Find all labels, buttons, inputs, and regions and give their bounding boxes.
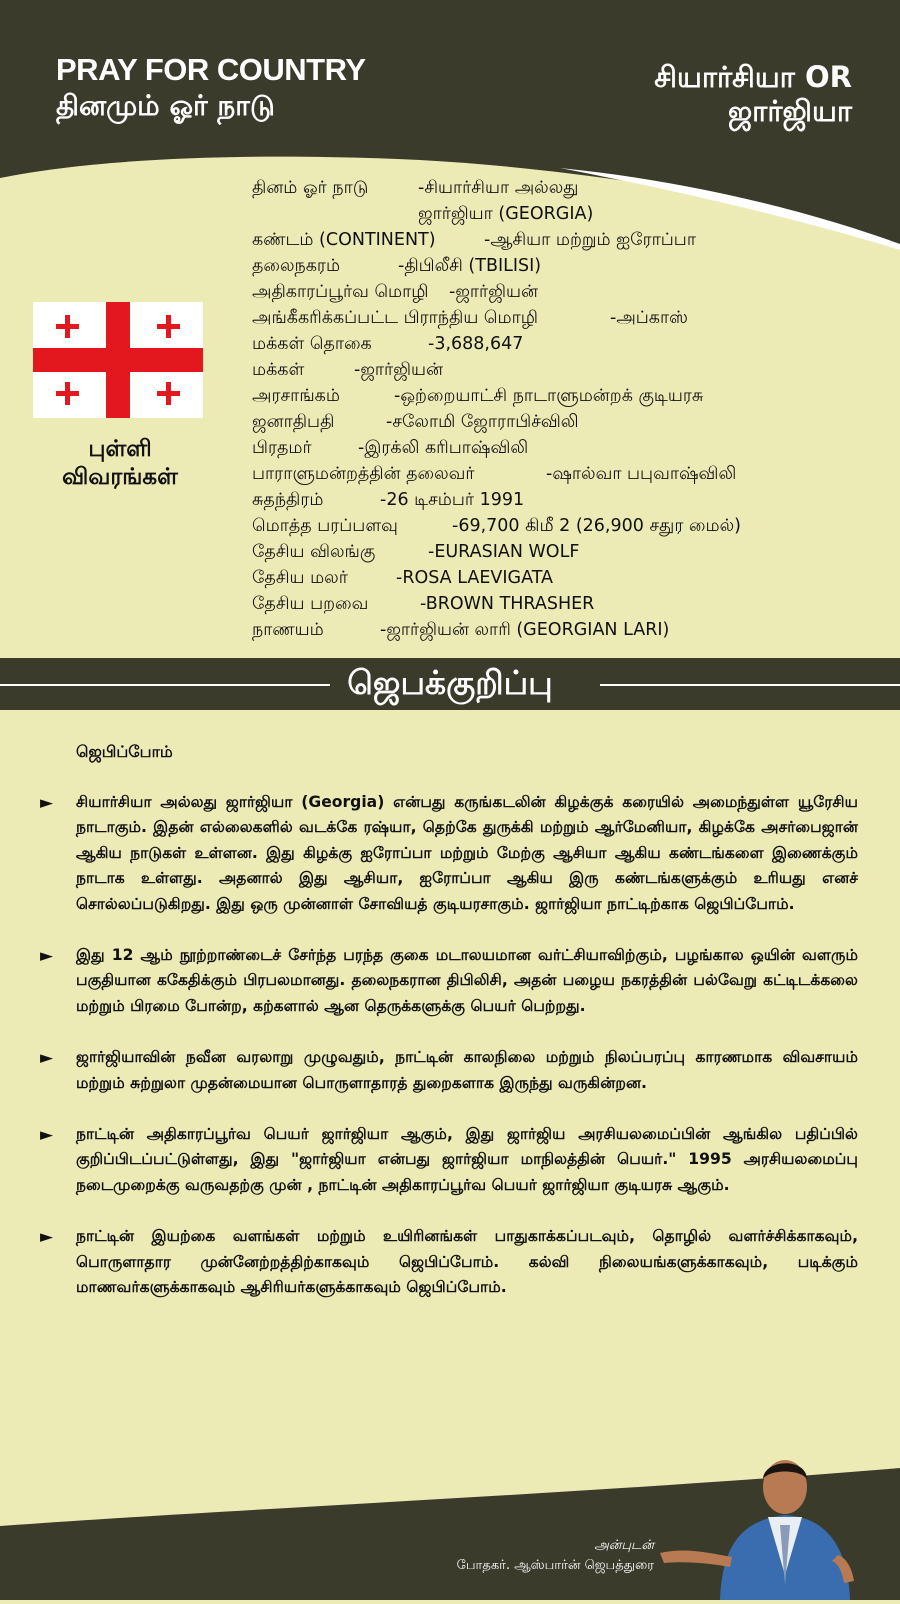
author-photo-icon [660,1435,900,1600]
prayer-point [40,1122,858,1198]
fact-value: -சியார்சியா அல்லது [418,178,579,198]
fact-label: நாணயம் [252,620,324,640]
prayer-point [40,1045,858,1096]
fact-row [252,253,882,279]
arrow-bullet-icon: ► [40,1048,54,1069]
header-title-en: PRAY FOR COUNTRY [56,52,366,87]
fact-row [252,227,882,253]
fact-row [252,357,882,383]
fact-label: அதிகாரப்பூர்வ மொழி [252,282,429,302]
country-name-block [654,60,852,128]
fact-value: -இரக்லி கரிபாஷ்விலி [358,438,529,458]
country-name-line1: சியார்சியா OR [654,60,852,94]
prayer-heading-band [0,658,900,710]
fact-value: -69,700 கிமீ 2 (26,900 சதுர மைல்) [452,516,741,536]
fact-value: -BROWN THRASHER [420,594,595,614]
fact-row [252,175,882,201]
fact-label: தினம் ஓர் நாடு [252,178,369,198]
facts-list [252,175,882,643]
fact-row [252,383,882,409]
fact-value: -ஆசியா மற்றும் ஐரோப்பா [484,230,696,250]
header-title-block [56,52,366,124]
fact-value: -ஒற்றையாட்சி நாடாளுமன்றக் குடியரசு [394,386,704,406]
fact-label: மக்கள் தொகை [252,334,372,354]
georgia-flag-icon [33,302,203,418]
fact-row [252,565,882,591]
prayer-point-text: நாட்டின் அதிகாரப்பூர்வ பெயர் ஜார்ஜியா ஆகும், இது ஜார்ஜிய அரசியலமைப்பின் ஆங்கில பதிப்பில் குறிப்பிடப்பட்டுள்ளது, இது "ஜார்ஜியா என்பது ஜார்ஜியா மாநிலத்தின் பெயர்." 1995 அரசியலமைப்பு நடைமுறைக்கு வருவதற்கு முன் , நாட்டின் அதிகாரப்பூர்வ பெயர் ஜார்ஜியா குடியரசு ஆகும். [76,1125,858,1194]
arrow-bullet-icon: ► [40,1227,54,1248]
fact-value: -ஜார்ஜியன் லாரி (GEORGIAN LARI) [380,620,670,640]
fact-label: அங்கீகரிக்கப்பட்ட பிராந்திய மொழி [252,308,538,328]
fact-label: பிரதமர் [252,438,312,458]
fact-value: ஜார்ஜியா (GEORGIA) [418,204,594,224]
signature-block [457,1536,654,1576]
fact-value: -ஜார்ஜியன் [449,282,538,302]
arrow-bullet-icon: ► [40,946,54,967]
author-name: போதகர். ஆஸ்பார்ன் ஜெபத்துரை [456,1558,654,1573]
fact-row [252,201,882,227]
fact-label: தேசிய விலங்கு [252,542,376,562]
fact-label: தலைநகரம் [252,256,341,276]
fact-row [252,331,882,357]
with-love-label: அன்புடன் [594,1538,654,1553]
prayer-point [40,943,858,1019]
fact-row [252,409,882,435]
arrow-bullet-icon: ► [40,1125,54,1146]
prayer-points [40,740,858,1327]
fact-label: கண்டம் (CONTINENT) [252,230,436,250]
fact-value: -ஷால்வா பபுவாஷ்விலி [546,464,737,484]
prayer-heading: ஜெபக்குறிப்பு [347,663,553,702]
fact-label: ஜனாதிபதி [252,412,335,432]
fact-value: -திபிலீசி (TBILISI) [398,256,542,276]
fact-label: பாராளுமன்றத்தின் தலைவர் [252,464,475,484]
prayer-point-text: சியார்சியா அல்லது ஜார்ஜியா (Georgia) என்பது கருங்கடலின் கிழக்குக் கரையில் அமைந்துள்ள யூரேசிய நாடாகும். இதன் எல்லைகளில் வடக்கே ரஷ்யா, தெற்கே துருக்கி மற்றும் ஆர்மேனியா, கிழக்கே அசர்பைஜான் ஆகிய நாடுகள் உள்ளன. இது கிழக்கு ஐரோப்பா மற்றும் மேற்கு ஆசியா ஆகிய கண்டங்களை இணைக்கும் நாடாக உள்ளது. அதனால் இது ஆசியா, ஐரோப்பா ஆகிய இரு கண்டங்களுக்கும் உரியது எனச் சொல்லப்படுகிறது. இது ஒரு முன்னாள் சோவியத் குடியரசாகும். ஜார்ஜியா நாட்டிற்காக ஜெபிப்போம். [76,793,858,913]
fact-row [252,539,882,565]
prayer-point [40,1224,858,1300]
country-name-line2: ஜார்ஜியா [728,94,852,128]
arrow-bullet-icon: ► [40,793,54,813]
fact-label: தேசிய பறவை [252,594,369,614]
fact-value: -3,688,647 [428,334,524,354]
fact-row [252,617,882,643]
fact-value: -ROSA LAEVIGATA [396,568,554,588]
prayer-intro: ஜெபிப்போம் [76,742,173,761]
fact-value: -26 டிசம்பர் 1991 [380,490,525,510]
fact-label: தேசிய மலர் [252,568,348,588]
header-title-ta: தினமும் ஓர் நாடு [56,89,275,122]
fact-value: -EURASIAN WOLF [428,542,580,562]
fact-label: மக்கள் [252,360,305,380]
fact-value: -சலோமி ஜோராபிச்விலி [386,412,579,432]
fact-label: அரசாங்கம் [252,386,340,406]
fact-label: சுதந்திரம் [252,490,324,510]
fact-row [252,279,882,305]
fact-label: மொத்த பரப்பளவு [252,516,398,536]
fact-value: -ஜார்ஜியன் [354,360,443,380]
prayer-point [40,790,858,917]
prayer-point-text: நாட்டின் இயற்கை வளங்கள் மற்றும் உயிரினங்கள் பாதுகாக்கப்படவும், தொழில் வளர்ச்சிக்காகவும், பொருளாதார முன்னேற்றத்திற்காகவும் ஜெபிப்போம். கல்வி நிலையங்களுக்காகவும், படிக்கும் மாணவர்களுக்காகவும் ஆசிரியர்களுக்காகவும் ஜெபிப்போம். [76,1227,858,1297]
quick-facts-line2: விவரங்கள் [62,464,178,490]
fact-row [252,487,882,513]
fact-value: -அப்காஸ் [610,308,688,328]
fact-row [252,435,882,461]
fact-row [252,513,882,539]
quick-facts-heading [40,435,200,491]
prayer-point-text: ஜார்ஜியாவின் நவீன வரலாறு முழுவதும், நாட்டின் காலநிலை மற்றும் நிலப்பரப்பு காரணமாக விவசாயம் மற்றும் சுற்றுலா முதன்மையான பொருளாதாரத் துறைகளாக இருந்து வருகின்றன. [76,1048,858,1092]
fact-row [252,305,882,331]
quick-facts-line1: புள்ளி [88,436,152,462]
prayer-point-text: இது 12 ஆம் நூற்றாண்டைச் சேர்ந்த பரந்த குகை மடாலயமான வர்ட்சியாவிற்கும், பழங்கால ஒயின் வளரும் பகுதியான ககேதிக்கும் பிரபலமானது. தலைநகரான திபிலிசி, அதன் பழைய நகரத்தின் பல்வேறு கட்டிடக்கலை மற்றும் பிரமை போன்ற, கற்களால் ஆன தெருக்களுக்கு பெயர் பெற்றது. [76,946,858,1015]
fact-row [252,461,882,487]
fact-row [252,591,882,617]
